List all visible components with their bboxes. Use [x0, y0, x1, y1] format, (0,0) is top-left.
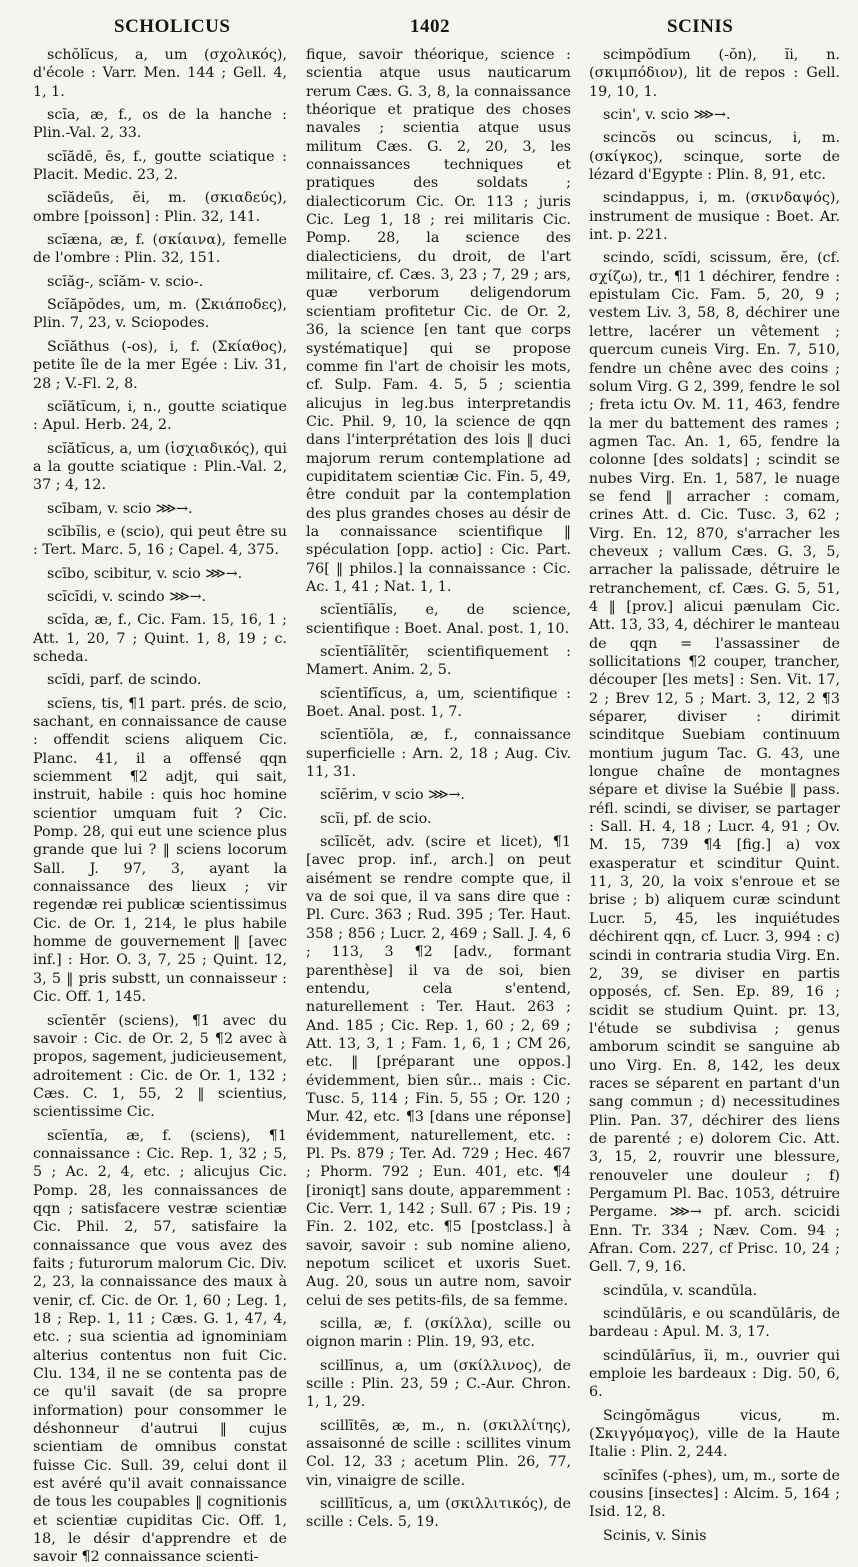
- entry: scīlĭcĕt, adv. (scire et licet), ¶1 [avec prop. inf., arch.] on peut aisément se rendre compte que, il va de soi que, il va sans dire que : Pl. Curc. 363 ; Rud. 395 ; Ter. Haut. 358 ; 856 ; Lucr. 2, 469 ; Sall. J. 4, 6 ; 113, 3 ¶2 [adv., formant parenthèse] il va de soi, bien entendu, cela s'entend, naturellement : Ter. Haut. 263 ; And. 185 ; Cic. Rep. 1, 60 ; 2, 69 ; Att. 13, 3, 1 ; Fam. 1, 6, 1 ; CM 26, etc. ‖ [préparant une oppos.] évidemment, bien sûr... mais : Cic. Tusc. 5, 114 ; Fin. 5, 55 ; Or. 120 ; Mur. 42, etc. ¶3 [dans une réponse] évidemment, naturellement, etc. : Pl. Ps. 879 ; Ter. Ad. 729 ; Hec. 467 ; Phorm. 792 ; Eun. 401, etc. ¶4 [ironiqt] sans doute, apparemment : Cic. Verr. 1, 142 ; Sull. 67 ; Pis. 19 ; Fin. 2. 102, etc. ¶5 [postclass.] à savoir, savoir : sub nomine alieno, nepotum scilicet et uxoris Suet. Aug. 20, sous un autre nom, savoir celui de ses petits-fils, de sa femme.: [306, 834, 571, 1309]
- entry: Scĭăthus (-os), i, f. (Σκίαθος), petite île de la mer Egée : Liv. 31, 28 ; V.-Fl. 2, 8.: [33, 338, 287, 392]
- entry: scĭentĭālĭtĕr, scientifiquement : Mamert. Anim. 2, 5.: [306, 644, 571, 679]
- entry: scĭda, æ, f., Cic. Fam. 15, 16, 1 ; Att. 1, 20, 7 ; Quint. 1, 8, 19 ; c. scheda.: [33, 612, 287, 665]
- entry: scillīnus, a, um (σκίλλινος), de scille : Plin. 23, 59 ; C.-Aur. Chron. 1, 1, 29.: [306, 1357, 571, 1411]
- entry: scĭentĕr (sciens), ¶1 avec du savoir : Cic. de Or. 2, 5 ¶2 avec à propos, sagement, judicieusement, adroitement : Cic. de Or. 1, 132 ; Cæs. C. 1, 55, 2 ‖ scientius, scientissime Cic.: [33, 1012, 287, 1121]
- column-1: [33, 46, 287, 1566]
- entry: scindŭlāris, e ou scandŭlāris, de bardeau : Apul. M. 3, 17.: [589, 1306, 840, 1341]
- entry: scĭădē, ēs, f., goutte sciatique : Placit. Medic. 23, 2.: [33, 148, 287, 184]
- entry: scĭentĭfĭcus, a, um, scientifique : Boet. Anal. post. 1, 7.: [306, 685, 571, 721]
- entry: scĭcĭdi, v. scindo ⋙→.: [47, 588, 207, 605]
- entry: schŏlĭcus, a, um (σχολικός), d'école : Varr. Men. 144 ; Gell. 4, 1, 1.: [33, 47, 287, 100]
- entry: scībam, v. scio ⋙→.: [47, 500, 193, 517]
- entry: scĭădeūs, ĕi, m. (σκιαδεύς), ombre [poisson] : Plin. 32, 141.: [33, 190, 287, 225]
- entry: scĭæna, æ, f. (σκίαινα), femelle de l'ombre : Plin. 32, 151.: [33, 232, 287, 267]
- page-number: 1402: [410, 16, 450, 37]
- entry: scilla, æ, f. (σκίλλα), scille ou oignon marin : Plin. 19, 93, etc.: [306, 1316, 571, 1351]
- entry: scĭătĭcum, i, n., goutte sciatique : Apul. Herb. 24, 2.: [33, 398, 287, 434]
- entry: scincŏs ou scincus, i, m. (σκίγκος), scinque, sorte de lézard d'Egypte : Plin. 8, 91, etc.: [589, 130, 840, 184]
- left-guide-word: SCHOLICUS: [114, 16, 231, 37]
- entry: scĭăg-, scĭăm- v. scio-.: [47, 273, 204, 290]
- right-guide-word: SCINIS: [667, 16, 734, 37]
- entry: Scĭăpŏdes, um, m. (Σκιάποδες), Plin. 7, 23, v. Sciopodes.: [33, 297, 287, 332]
- entry: scībĭlis, e (scio), qui peut être su : Tert. Marc. 5, 16 ; Capel. 4, 375.: [33, 523, 287, 559]
- column-2: [306, 46, 571, 1531]
- entry: scĭentĭa, æ, f. (sciens), ¶1 connaissance : Cic. Rep. 1, 32 ; 5, 5 ; Ac. 2, 4, etc. ; alicujus Cic. Pomp. 28, les connaissances de qqn ; satisfacere vestræ scientiæ Cic. Phil. 2, 57, satisfaire la connaissance que vous avez des faits ; futurorum malorum Cic. Div. 2, 23, la connaissance des maux à venir, cf. Cic. de Or. 1, 60 ; Leg. 1, 18 ; Rep. 1, 11 ; Cæs. G. 1, 47, 4, etc. ; sua scientia ad ignominiam alterius contentus non fuit Cic. Clu. 134, il ne se contenta pas de ce qu'il savait (de sa propre information) pour consommer le déshonneur d'autrui ‖ cujus scientiam de omnibus constat fuisse Cic. Sull. 39, celui dont il est avéré qu'il avait connaissance de tous les coupables ‖ cognitionis et scientiæ cupiditas Cic. Off. 1, 18, le désir d'apprendre et de savoir ¶2 connaissance scienti-: [33, 1127, 287, 1566]
- entry: Scinis, v. Sinis: [603, 1527, 707, 1544]
- entry: scĭentĭŏla, æ, f., connaissance superficielle : Arn. 2, 18 ; Aug. Civ. 11, 31.: [306, 727, 571, 781]
- entry: scindappus, i, m. (σκινδαψός), instrument de musique : Boet. Ar. int. p. 221.: [589, 190, 840, 244]
- entry: scĭentĭālĭs, e, de science, scientifique : Boet. Anal. post. 1, 10.: [306, 602, 571, 637]
- entry: scĭa, æ, f., os de la hanche : Plin.-Val. 2, 33.: [33, 107, 287, 142]
- entry: scindo, scĭdi, scissum, ĕre, (cf. σχίζω), tr., ¶1 1 déchirer, fendre : epistulam Cic. Fam. 5, 20, 9 ; vestem Liv. 3, 58, 8, déchirer une lettre, lacérer un vêtement ; quercum cuneis Virg. En. 7, 510, fendre un chêne avec des coins ; solum Virg. G 2, 399, fendre le sol ; freta ictu Ov. M. 11, 463, fendre la mer du battement des rames ; agmen Tac. An. 1, 65, fendre la colonne [des soldats] ; scindit se nubes Virg. En. 1, 587, le nuage se fend ‖ arracher : comam, crines Att. d. Cic. Tusc. 3, 62 ; Virg. En. 12, 870, s'arracher les cheveux ; vallum Cæs. G. 3, 5, arracher la palissade, détruire le retranchement, cf. Cæs. G. 5, 51, 4 ‖ [prov.] alicui pænulam Cic. Att. 13, 33, 4, déchirer le manteau de qqn = l'assassiner de sollicitations ¶2 couper, trancher, découper [les mets] : Sen. Vit. 17, 2 ; Brev 12, 5 ; Mart. 3, 12, 2 ¶3 séparer, diviser : dirimit scinditque Suebiam continuum montium jugum Tac. G. 43, une longue chaîne de montagnes sépare et divise la Suébie ‖ pass. réfl. scindi, se diviser, se partager : Sall. H. 4, 18 ; Lucr. 4, 91 ; Ov. M. 15, 739 ¶4 [fig.] a) vox exasperatur et scinditur Quint. 11, 3, 20, la voix s'enroue et se brise ; b) aliquem curæ scindunt Lucr. 5, 45, les inquiétudes déchirent qqn, cf. Lucr. 3, 994 : c) scindi in contraria studia Virg. En. 2, 39, se diviser en partis opposés, cf. Sen. Ep. 89, 16 ; scidit se studium Quint. pr. 13, l'étude se subdivisa ; genus amborum scindit se sanguine ab uno Virg. En. 8, 142, les deux races se séparent en partant d'un sang commun ; d) necessitudines Plin. Pan. 37, déchirer des liens de parenté ; e) dolorem Cic. Att. 3, 15, 2, rouvrir une blessure, renouveler une douleur ; f) Pergamum Pl. Bac. 1053, détruire Pergame. ⋙→ pf. arch. scicidi Enn. Tr. 334 ; Næv. Com. 94 ; Afran. Com. 227, cf Prisc. 10, 24 ; Gell. 7, 9, 16.: [589, 250, 840, 1276]
- entry: scin', v. scio ⋙→.: [603, 107, 731, 124]
- entry: scĭĕrim, v scio ⋙→.: [320, 787, 465, 804]
- entry: scindŭla, v. scandŭla.: [603, 1282, 758, 1299]
- entry: scĭdi, parf. de scindo.: [47, 672, 202, 689]
- page-header: [0, 0, 858, 44]
- entry: scillītĭcus, a, um (σκιλλιτικός), de scille : Cels. 5, 19.: [306, 1496, 571, 1531]
- entry: scĭnīfes (-phes), um, m., sorte de cousins [insectes] : Alcim. 5, 164 ; Isid. 12, 8.: [589, 1467, 840, 1521]
- entry: scĭens, tis, ¶1 part. prés. de scio, sachant, en connaissance de cause : offendit sciens aliquem Cic. Planc. 41, il a offensé qqn sciemment ¶2 adjt, qui sait, instruit, habile : quis hoc homine scientior umquam fuit ? Cic. Pomp. 28, qui eut une science plus grande que lui ? ‖ sciens locorum Sall. J. 97, 3, ayant la connaissance des lieux ; vir regendæ rei publicæ scientissimus Cic. de Or. 1, 214, le plus habile homme de gouvernement ‖ [avec inf.] : Hor. O. 3, 7, 25 ; Quint. 12, 3, 5 ‖ pris substt, un connaisseur : Cic. Off. 1, 145.: [33, 695, 287, 1006]
- entry: Scingŏmăgus vicus, m. (Σκιγγόμαγος), ville de la Haute Italie : Plin. 2, 244.: [589, 1407, 840, 1461]
- entry: scībo, scibitur, v. scio ⋙→.: [47, 565, 243, 582]
- column-3: [589, 46, 840, 1544]
- entry: scĭătĭcus, a, um (ἰσχιαδικός), qui a la goutte sciatique : Plin.-Val. 2, 37 ; 4, 12.: [33, 440, 287, 494]
- entry-continuation: fique, savoir théorique, science : scientia atque usus nauticarum rerum Cæs. G. 3, 8, la connaissance théorique et pratique des choses navales ; scientia atque usus militum Cæs. G. 2, 20, 3, les connaissances techniques et pratiques des soldats ; dialecticorum Cic. Or. 113 ; juris Cic. Leg 1, 18 ; rei militaris Cic. Pomp. 28, la science des dialecticiens, du droit, de l'art militaire, cf. Cæs. 3, 23 ; 7, 29 ; ars, quæ verborum deligendorum scientiam profitetur Cic. de Or. 2, 36, la science [en tant que corps systématique] qui se propose comme fin l'art de choisir les mots, cf. Sulp. Fam. 4. 5, 5 ; scientia alicujus in leg.bus interpretandis Cic. Phil. 9, 10, la science de qqn dans l'interprétation des lois ‖ duci majorum rerum contemplatione ad cupiditatem scientiæ Cic. Fin. 5, 49, être conduit par la contemplation des plus grandes choses au désir de la connaissance scientifique ‖ spéculation [opp. actio] : Cic. Part. 76[ ‖ philos.] la connaissance : Cic. Ac. 1, 41 ; Nat. 1, 1.: [306, 47, 571, 595]
- entry: scillītēs, æ, m., n. (σκιλλίτης), assaisonné de scille : scillites vinum Col. 12, 33 ; acetum Plin. 26, 77, vin, vinaigre de scille.: [306, 1417, 571, 1489]
- entry: scĭi, pf. de scio.: [320, 810, 432, 827]
- entry: scimpŏdĭum (-ŏn), ĭi, n. (σκιμπόδιον), lit de repos : Gell. 19, 10, 1.: [589, 47, 840, 100]
- entry: scindŭlārĭus, ĭi, m., ouvrier qui emploie les bardeaux : Dig. 50, 6, 6.: [589, 1347, 840, 1401]
